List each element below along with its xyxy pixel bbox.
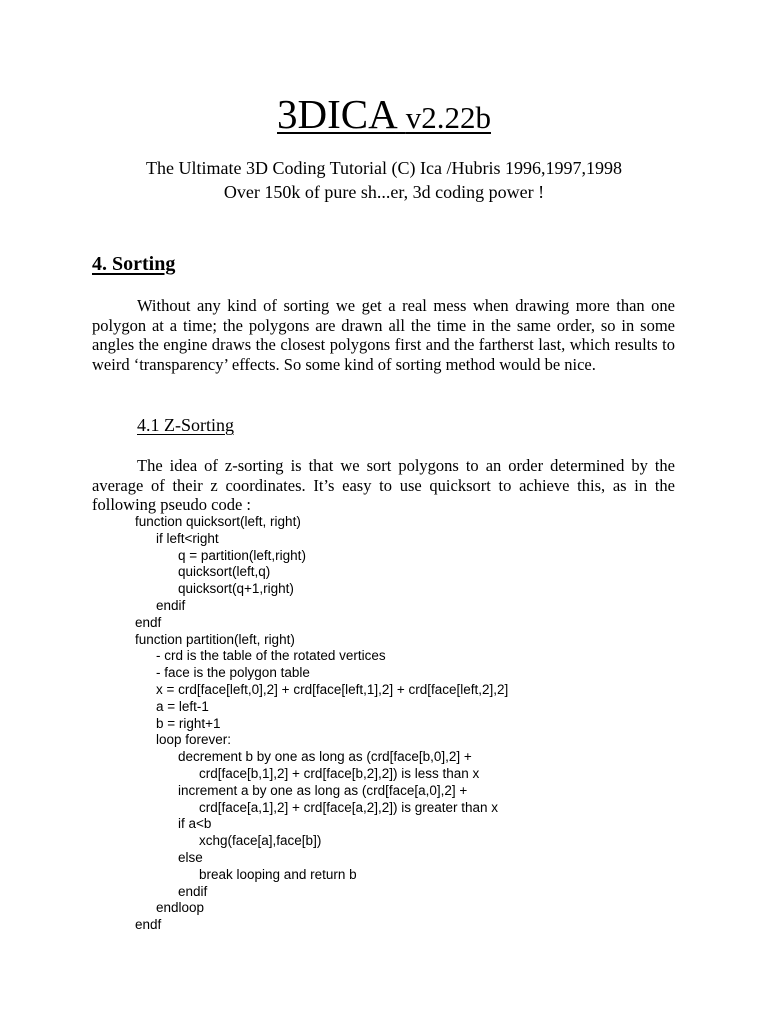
code-line: xchg(face[a],face[b]) (199, 833, 322, 849)
code-line: b = right+1 (156, 715, 221, 731)
code-line: endif (178, 883, 208, 899)
code-line: quicksort(q+1,right) (178, 581, 294, 597)
code-line: a = left-1 (156, 698, 209, 714)
code-line: x = crd[face[left,0],2] + crd[face[left,1],2] + crd[face[left,2],2] (156, 681, 509, 697)
title-main: 3DICA (277, 91, 396, 137)
code-line: if left<right (156, 530, 219, 546)
code-line: else (178, 849, 203, 865)
code-line: endloop (156, 900, 205, 916)
code-line: decrement b by one as long as (crd[face[b,0],2] + (178, 749, 472, 765)
code-line: endf (135, 917, 162, 933)
section-paragraph: Without any kind of sorting we get a real mess when drawing more than one polygon at a time; the polygons are drawn all the time in the same order, so in some angles the engine draws the closest polygons first and the fartherst last, which results to weird ‘transparency’ effects. So some kind of sorting method would be nice. (92, 296, 675, 374)
code-line: break looping and return b (199, 866, 357, 882)
code-line: function quicksort(left, right) (135, 514, 301, 529)
code-line: endif (156, 597, 186, 613)
code-line: quicksort(left,q) (178, 564, 271, 580)
code-line: endf (135, 614, 162, 630)
code-line: - crd is the table of the rotated vertices (156, 648, 386, 664)
code-line: loop forever: (156, 732, 232, 748)
code-line: if a<b (178, 816, 212, 832)
subsection-paragraph: The idea of z-sorting is that we sort polygons to an order determined by the average of their z coordinates. It’s easy to use quicksort to achieve this, as in the following pseudo code : (92, 456, 675, 515)
code-line: increment a by one as long as (crd[face[a,0],2] + (178, 782, 468, 798)
title-version: v2.22b (405, 100, 491, 135)
code-line: q = partition(left,right) (178, 547, 306, 563)
code-line: crd[face[b,1],2] + crd[face[b,2],2]) is less than x (199, 765, 480, 781)
code-line: crd[face[a,1],2] + crd[face[a,2],2]) is greater than x (199, 799, 499, 815)
subsection-heading: 4.1 Z-Sorting (137, 415, 234, 435)
subtitle-line-1: The Ultimate 3D Coding Tutorial (C) Ica /Hubris 1996,1997,1998 (146, 158, 622, 178)
code-line: - face is the polygon table (156, 665, 310, 681)
code-line: function partition(left, right) (135, 631, 295, 647)
pseudo-code-block (0, 514, 768, 934)
section-heading: 4. Sorting (92, 253, 176, 275)
document-title (0, 88, 768, 144)
subtitle-line-2: Over 150k of pure sh...er, 3d coding power ! (223, 182, 545, 202)
